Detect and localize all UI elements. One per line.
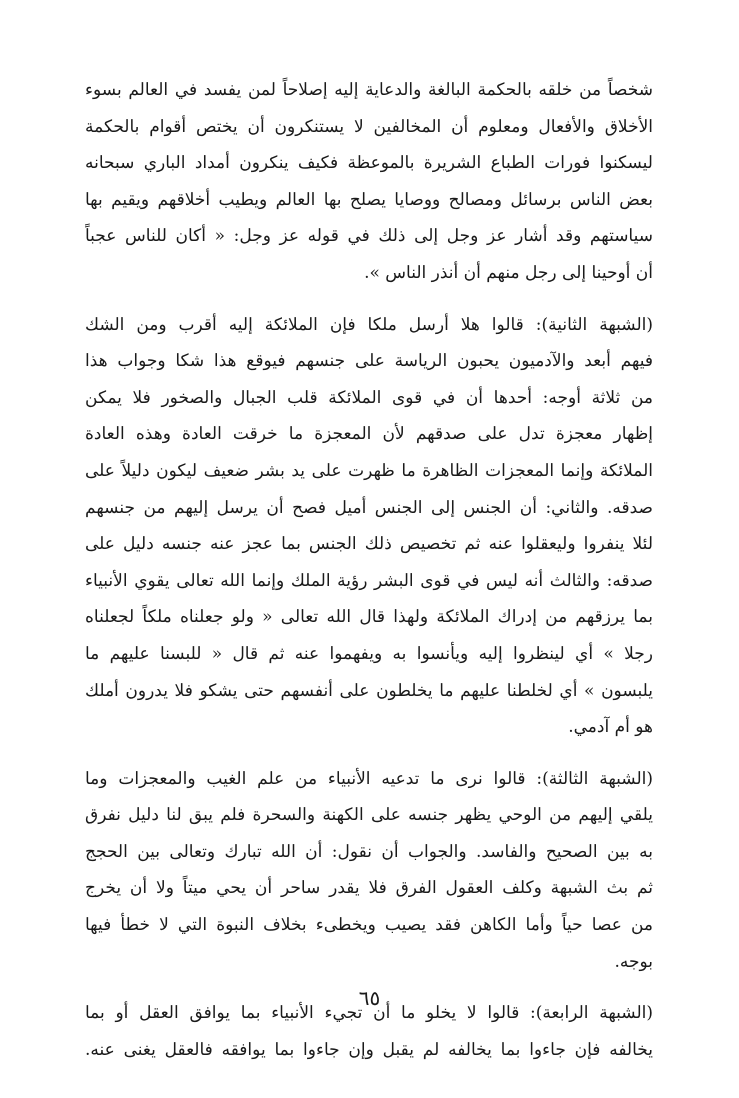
paragraph-2 bbox=[85, 307, 653, 746]
text-line: به بين الصحيح والفاسد. والجواب أن نقول: أن الله تبارك وتعالى بين الحجج bbox=[85, 841, 653, 862]
text-line: هو أم آدمي. bbox=[568, 717, 653, 738]
paragraph-gap bbox=[85, 746, 653, 761]
text-line: من عصا حياً وأما الكاهن فقد يصيب ويخطىء بخلاف النبوة التي لا خطأ فيها bbox=[85, 915, 653, 936]
paragraph-gap bbox=[85, 292, 653, 307]
text-line: (الشبهة الثالثة): قالوا نرى ما تدعيه الأنبياء من علم الغيب والمعجزات وما bbox=[85, 768, 653, 789]
body-text bbox=[85, 72, 653, 1068]
text-line: (الشبهة الرابعة): قالوا لا يخلو ما أن تجيء الأنبياء بما يوافق العقل أو بما bbox=[85, 1003, 653, 1024]
text-line: شخصاً من خلقه بالحكمة البالغة والدعاية إليه إصلاحاً لمن يفسد في العالم بسوء bbox=[85, 80, 653, 100]
text-line: لئلا ينفروا وليعقلوا عنه ثم تخصيص ذلك الجنس بما عجز عنه جنسه دليل على bbox=[85, 534, 653, 555]
text-line: بعض الناس برسائل ومصالح ووصايا يصلح بها العالم ويطيب أخلاقهم ويقيم بها bbox=[85, 189, 653, 210]
text-line: يلقي إليهم من الوحي يظهر جنسه على الكهنة والسحرة فلم يبق لنا دليل نفرق bbox=[85, 805, 653, 826]
text-line: سياستهم وقد أشار عز وجل إلى ذلك في قوله عز وجل: « أكان للناس عجباً bbox=[85, 226, 653, 247]
text-line: إظهار معجزة تدل على صدقهم لأن المعجزة ما خرقت العادة وهذه العادة bbox=[85, 424, 653, 445]
page-number: ٦٥ bbox=[358, 986, 381, 1010]
paragraph-1 bbox=[85, 72, 653, 292]
text-line: صدقه. والثاني: أن الجنس إلى الجنس أميل فصح أن يرسل إليهم من جنسهم bbox=[85, 497, 653, 518]
text-line: الأخلاق والأفعال ومعلوم أن المخالفين لا يستنكرون أن يختص أقوام بالحكمة bbox=[85, 116, 653, 137]
paragraph-3 bbox=[85, 761, 653, 981]
text-line: ثم بث الشبهة وكلف العقول الفرق فلا يقدر ساحر أن يحي ميتاً ولا أن يخرج bbox=[85, 878, 653, 899]
text-line: بما يرزقهم من إدراك الملائكة ولهذا قال الله تعالى « ولو جعلناه ملكاً لجعلناه bbox=[85, 607, 653, 628]
text-line: الملائكة وإنما المعجزات الظاهرة ما ظهرت على يد بشر ضعيف ليكون دليلاً على bbox=[85, 460, 653, 481]
text-line: فيهم أبعد والآدميون يحبون الرياسة على جنسهم فيوقع هذا شكا وجواب هذا bbox=[85, 351, 653, 372]
text-line: صدقه: والثالث أنه ليس في قوى البشر رؤية الملك وإنما الله تعالى يقوي الأنبياء bbox=[85, 570, 653, 591]
text-line: أن أوحينا إلى رجل منهم أن أنذر الناس ». bbox=[364, 262, 653, 283]
text-line: ليسكنوا فورات الطباع الشريرة بالموعظة فكيف ينكرون أمداد الباري سبحانه bbox=[85, 153, 653, 174]
text-line: من ثلاثة أوجه: أحدها أن في قوى الملائكة قلب الجبال والصخور فلا يمكن bbox=[85, 387, 653, 408]
text-line: يخالفه فإن جاءوا بما يخالفه لم يقبل وإن جاءوا بما يوافقه فالعقل يغنى عنه. bbox=[85, 1039, 653, 1060]
text-line: بوجه. bbox=[614, 951, 653, 972]
text-line: رجلا » أي لينظروا إليه ويأنسوا به ويفهموا عنه ثم قال « للبسنا عليهم ما bbox=[85, 643, 653, 664]
text-line: (الشبهة الثانية): قالوا هلا أرسل ملكا فإن الملائكة إليه أقرب ومن الشك bbox=[85, 314, 653, 335]
text-line: يلبسون » أي لخلطنا عليهم ما يخلطون على أنفسهم حتى يشكو فلا يدرون أملك bbox=[85, 680, 653, 701]
